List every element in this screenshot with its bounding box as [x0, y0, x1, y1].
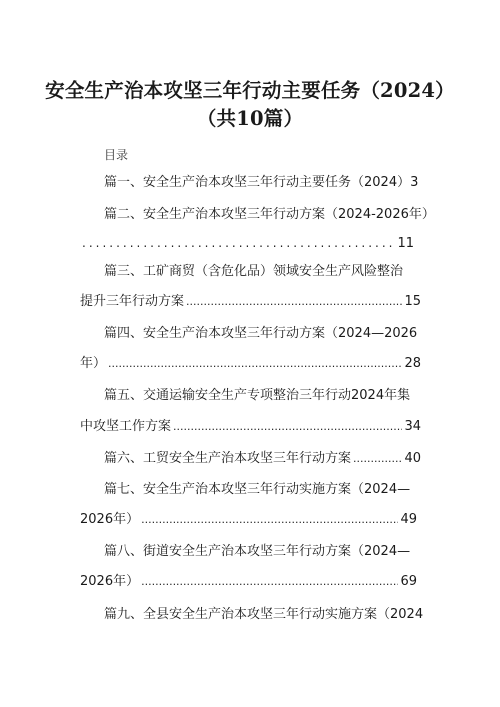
- toc-entry-5-title-cont: 中攻坚工作方案: [80, 419, 172, 434]
- toc-entry-1-title: 篇一、安全生产治本攻坚三年行动主要任务（2024）3: [104, 175, 419, 190]
- toc-entry-7-continuation: [80, 511, 417, 529]
- toc-entry-4-title: 篇四、安全生产治本攻坚三年行动方案（2024—2026: [104, 326, 418, 341]
- toc-entry-7-page: 49: [400, 512, 417, 527]
- toc-entry-6-page: 40: [404, 451, 421, 466]
- toc-entry-4: [104, 325, 417, 343]
- toc-entry-6: [104, 450, 421, 468]
- dot-leader: [141, 573, 398, 591]
- toc-entry-2-leader-row: [80, 234, 414, 253]
- toc-entry-2-page: 11: [397, 236, 414, 251]
- dot-leader: [186, 293, 402, 311]
- toc-entry-2-title: 篇二、安全生产治本攻坚三年行动方案（2024-2026年）: [104, 207, 435, 222]
- toc-entry-4-page: 28: [404, 356, 421, 371]
- toc-entry-8-title-cont: 2026年）: [80, 574, 140, 589]
- toc-entry-9: [104, 606, 423, 624]
- toc-label: 目录: [104, 148, 129, 162]
- toc-entry-3-title-cont: 提升三年行动方案: [80, 294, 185, 309]
- toc-entry-3-page: 15: [404, 294, 421, 309]
- toc-entry-7-title-cont: 2026年）: [80, 512, 140, 527]
- dot-leader: [173, 418, 402, 436]
- toc-entry-1: [104, 174, 418, 192]
- toc-entry-4-title-cont: 年）: [80, 356, 107, 371]
- toc-entry-6-title: 篇六、工贸安全生产治本攻坚三年行动方案: [104, 451, 352, 466]
- toc-entry-2: [104, 206, 435, 224]
- dot-leader: [108, 355, 402, 373]
- toc-entry-5-continuation: [80, 418, 421, 436]
- toc-entry-7: [104, 481, 410, 499]
- toc-entry-3: [104, 263, 403, 281]
- toc-entry-3-continuation: [80, 293, 421, 311]
- toc-entry-8-continuation: [80, 573, 417, 591]
- toc-entry-5-page: 34: [404, 419, 421, 434]
- toc-entry-4-continuation: [80, 355, 421, 373]
- toc-entry-3-title: 篇三、工矿商贸（含危化品）领域安全生产风险整治: [104, 264, 404, 279]
- toc-entry-7-title: 篇七、安全生产治本攻坚三年行动实施方案（2024—: [104, 482, 411, 497]
- toc-entry-8-title: 篇八、街道安全生产治本攻坚三年行动方案（2024—: [104, 544, 411, 559]
- toc-entry-8: [104, 543, 410, 561]
- document-title: 安全生产治本攻坚三年行动主要任务（2024）: [45, 79, 455, 102]
- toc-entry-5-title: 篇五、交通运输安全生产专项整治三年行动2024年集: [104, 388, 411, 403]
- toc-entry-8-page: 69: [400, 574, 417, 589]
- toc-entry-9-title: 篇九、全县安全生产治本攻坚三年行动实施方案（2024: [104, 607, 424, 622]
- dot-leader: [353, 450, 402, 468]
- dot-leader: [141, 511, 398, 529]
- dot-leader: [82, 234, 395, 252]
- toc-entry-5: [104, 387, 410, 405]
- document-subtitle: （共10篇）: [196, 107, 304, 130]
